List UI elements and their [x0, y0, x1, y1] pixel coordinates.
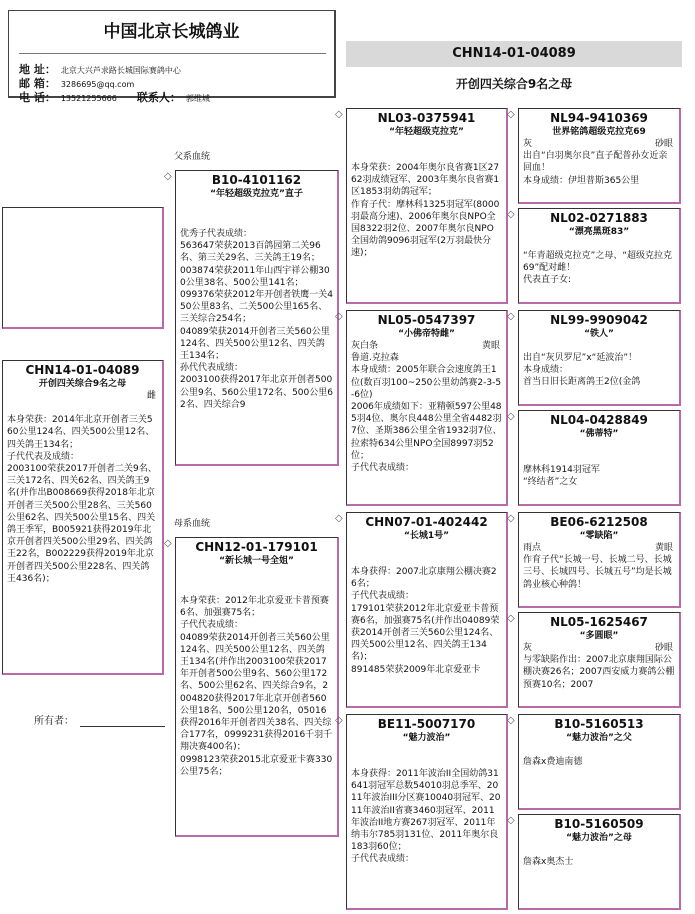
- ss-title: “年轻超级克拉克”: [389, 127, 464, 137]
- ssd-text: “年青超级克拉克”之母、“超级克拉克69”配对雌！ 代表直子女:: [523, 251, 672, 286]
- dd-text: 本身获得：2011年波治II全国幼鸽31641羽冠军总数54010羽总季军、2011年波治III分区赛10040羽冠军、2011年波治II省赛3460羽冠军、2011年波治II地方赛267羽冠军、2011年纳韦尔785羽131位、2011年奥尔良183羽60位； 子代代表成绩：: [351, 769, 501, 865]
- email-label: 邮 箱：: [19, 77, 56, 90]
- contact-value: 郭维城: [185, 94, 210, 103]
- sss-card: [518, 108, 681, 204]
- sss-text: 出自“白羽奥尔良”直子配普孙女近亲回血！ 本身成绩：伊坦普斯365公里: [523, 151, 668, 186]
- contact-label: 联系人：: [136, 91, 181, 104]
- sdd-text: 摩林科1914羽冠军 “终结者”之女: [523, 465, 600, 488]
- subject-title: 开创四关综合9名之母: [38, 379, 127, 389]
- dds-card: [518, 714, 681, 810]
- sire-pointer-icon: ◇: [164, 171, 172, 182]
- dsd-ring: NL05-1625467: [550, 615, 648, 629]
- sd-text: 本身成绩：2005年联合会速度鸽王1位(数百羽100~250公里幼鸽赛2-3-5-6位) 2006年成绩如下：亚精顿597公里485羽4位、奥尔良448公里全省4482羽7位、圣斯386公里全省1932羽7位、拉索特634公里NPO全国8997羽52位； 子代代表成绩：: [351, 365, 502, 474]
- subject-ring: CHN14-01-04089: [25, 363, 140, 377]
- dam-line-label: 母系血统: [174, 519, 211, 529]
- sd-bloodline: 鲁道.克拉森: [351, 353, 399, 364]
- address-value: 北京大兴芦求路长城国际赛鸽中心: [60, 66, 181, 75]
- sire-line-label: 父系血统: [174, 152, 211, 162]
- sd-color: 灰白条: [351, 341, 379, 351]
- dss-color-row: [523, 542, 675, 554]
- ss-spacer: [351, 138, 502, 162]
- sss-ring: NL94-9410369: [550, 111, 648, 125]
- subject-sex: 雌: [146, 391, 156, 401]
- subject-text: 本身荣获：2014年北京开创者三关560公里124名、四关500公里12名、四关鸽王134名； 子代代表及成绩： 2003100荣获2017开创者二关9名、三关172名、四关62名、四关鸽王9名(并作出B008669获得2018年北京开创者三关500公里28名、三关560公里62名、四关500公里15名、四关鸽王季军，B005921获得2019年北京开创者四关500公里29名、四关鸽王22名，B002229获得2019年北京开创者四关500公里228名、四关鸽王436名)；: [7, 415, 157, 584]
- ss-pointer-icon: ◇: [335, 109, 343, 120]
- sdd-card: [518, 410, 681, 506]
- sds-card: [518, 310, 681, 406]
- sd-pointer-icon: ◇: [335, 311, 343, 322]
- address-label: 地 址：: [19, 63, 56, 76]
- ddd-spacer: [523, 844, 675, 856]
- dam-ring: CHN12-01-179101: [195, 540, 318, 554]
- sire-title: “年轻超级克拉克”直子: [210, 189, 303, 199]
- dds-spacer: [523, 744, 675, 756]
- dam-pointer-icon: ◇: [164, 538, 172, 549]
- dsd-pointer-icon: ◇: [507, 613, 515, 624]
- ds-card: [346, 512, 508, 708]
- sdd-pointer-icon: ◇: [507, 411, 515, 422]
- sd-eye: 黄眼: [481, 341, 500, 351]
- sdd-title: “佛蒂特”: [579, 429, 619, 439]
- dam-card: [175, 537, 339, 837]
- sire-card: [175, 170, 339, 466]
- dd-ring: BE11-5007170: [377, 717, 476, 731]
- sds-text: 出自“灰贝罗尼”x“延波治”！ 本身成绩： 首当日旧长距离鸽王2位(金鸽: [523, 353, 641, 388]
- ds-title: “长城1号”: [403, 531, 450, 541]
- dam-title: “新长城一号全姐”: [219, 556, 294, 566]
- dss-card: [518, 512, 681, 608]
- dss-title: “零缺陷”: [579, 531, 619, 541]
- photo-box: [2, 207, 164, 329]
- ddd-text: 詹森x奥杰士: [523, 857, 574, 867]
- dsd-title: “多圆眼”: [579, 631, 619, 641]
- sss-color-row: [523, 138, 675, 150]
- dds-title: “魅力波治”之父: [566, 733, 632, 743]
- subject-sex-row: [7, 390, 158, 402]
- sire-ring: B10-4101162: [211, 173, 302, 187]
- sd-title: “小佛帝特雌”: [398, 329, 455, 339]
- dds-ring: B10-5160513: [554, 717, 644, 731]
- dd-card: [346, 714, 508, 910]
- sds-pointer-icon: ◇: [507, 311, 515, 322]
- sire-text: 优秀子代表成绩： 563647荣获2013百鸽园第二关96名、第三关29名、三关鸽王19名； 003874荣获2011年山西宇祥公棚300公里38名、500公里141名； 099376荣获2012年开创者铁鹰一关450公里83名、二关500公里165名、三关综合254名； 04089荣获2014开创者三关560公里124名、四关500公里12名、四关鸽王134名； 孙代代表成绩： 2003100获得2017年北京开创者500公里9名、560公里172名、500公里62名、四关综合9: [180, 229, 333, 410]
- sire-spacer: [180, 200, 333, 228]
- email-value: 3286695@qq.com: [60, 80, 135, 89]
- ds-pointer-icon: ◇: [335, 513, 343, 524]
- dds-text: 詹森x费迪南德: [523, 757, 583, 767]
- dss-color: 雨点: [523, 543, 542, 553]
- sss-color: 灰: [523, 139, 533, 149]
- ssd-title: “漂亮黑斑83”: [568, 227, 630, 237]
- ds-ring: CHN07-01-402442: [365, 515, 488, 529]
- ss-ring: NL03-0375941: [377, 111, 476, 125]
- dsd-color: 灰: [523, 643, 533, 653]
- sd-card: [346, 310, 508, 506]
- main-ring-banner: CHN14-01-04089: [346, 41, 682, 67]
- dsd-color-row: [523, 642, 675, 654]
- sdd-spacer: [523, 440, 675, 464]
- ddd-title: “魅力波治”之母: [566, 833, 632, 843]
- ddd-ring: B10-5160509: [554, 817, 644, 831]
- ss-card: [346, 108, 508, 304]
- sds-title: “铁人”: [584, 329, 614, 339]
- ddd-pointer-icon: ◇: [507, 815, 515, 826]
- ssd-card: [518, 208, 681, 304]
- dss-text: 作育子代“长城一号、长城二号、长城三号、长城四号、长城五号”均是长城鸽业核心种鸽！: [523, 555, 672, 590]
- ss-text: 本身荣获：2004年奥尔良省赛1区2762羽成绩冠军、2003年奥尔良省赛1区1853羽幼鸽冠军； 作育子代：摩林科1325羽冠军(8000羽最高分速)、2006年奥尔良NPO全国8322羽2位、2007年奥尔良NPO全国幼鸽9096羽冠军(2万羽最快分速)；: [351, 163, 500, 259]
- dsd-card: [518, 612, 681, 708]
- sss-pointer-icon: ◇: [507, 109, 515, 120]
- dd-title: “魅力波治”: [402, 733, 451, 743]
- dss-eye: 黄眼: [654, 543, 673, 553]
- dss-pointer-icon: ◇: [507, 513, 515, 524]
- ssd-spacer: [523, 238, 675, 250]
- sd-color-row: [351, 340, 502, 352]
- dd-pointer-icon: ◇: [335, 715, 343, 726]
- owner-label: 所有者：: [34, 716, 74, 727]
- subject-spacer: [7, 402, 158, 414]
- subject-card: [2, 360, 164, 675]
- ds-spacer: [351, 542, 502, 566]
- dam-spacer: [180, 567, 333, 595]
- phone-row: [19, 89, 210, 105]
- sss-title: 世界铭鸽超级克拉克69: [552, 127, 646, 137]
- ssd-ring: NL02-0271883: [550, 211, 648, 225]
- main-title: 开创四关综合9名之母: [455, 77, 573, 91]
- dd-spacer: [351, 744, 502, 768]
- phone-value: 13521255666: [60, 94, 117, 103]
- ds-text: 本身获得：2007北京康翔公棚决赛26名； 子代代表成绩： 179101荣获2012年北京爱亚卡普预赛6名，加强赛75名(并作出04089荣获2014开创者三关560公里124名、四关500公里12名、四关鸽王134名)； 891485荣获2009年北京爱亚卡: [351, 567, 500, 675]
- ddd-card: [518, 814, 681, 910]
- sds-ring: NL99-9909042: [550, 313, 648, 327]
- sss-eye: 砂眼: [654, 139, 673, 149]
- owner-blank[interactable]: [80, 726, 165, 727]
- owner-row: [34, 712, 165, 727]
- dsd-eye: 砂眼: [654, 643, 673, 653]
- sds-spacer: [523, 340, 675, 352]
- header-divider: [19, 53, 326, 54]
- phone-label: 电 话：: [19, 91, 56, 104]
- dam-text: 本身荣获：2012年北京爱亚卡普预赛6名、加强赛75名； 子代代表成绩： 04089荣获2014开创者三关560公里124名、四关500公里12名、四关鸽王134名(并作出2003100荣获2017年开创者500公里9名、560公里172名、500公里62名、四关综合9名，2004820获得2017年北京开创者560公里18名、500公里120名，05016获得2016年开创者四关38名、四关综合177名，0999231获得2016千羽千翔决赛400名)； 0998123荣获2015北京爱亚卡赛330公里75名；: [180, 596, 333, 777]
- header-card: [8, 10, 336, 104]
- sdd-ring: NL04-0428849: [550, 413, 648, 427]
- dss-ring: BE06-6212508: [550, 515, 648, 529]
- ssd-pointer-icon: ◇: [507, 209, 515, 220]
- dds-pointer-icon: ◇: [507, 715, 515, 726]
- org-name: 中国北京长城鸽业: [103, 22, 240, 42]
- dsd-text: 与零缺陷作出：2007北京康翔国际公棚决赛26名；2007西安威力赛鸽公棚预赛10名；2007: [523, 655, 675, 690]
- sd-ring: NL05-0547397: [377, 313, 476, 327]
